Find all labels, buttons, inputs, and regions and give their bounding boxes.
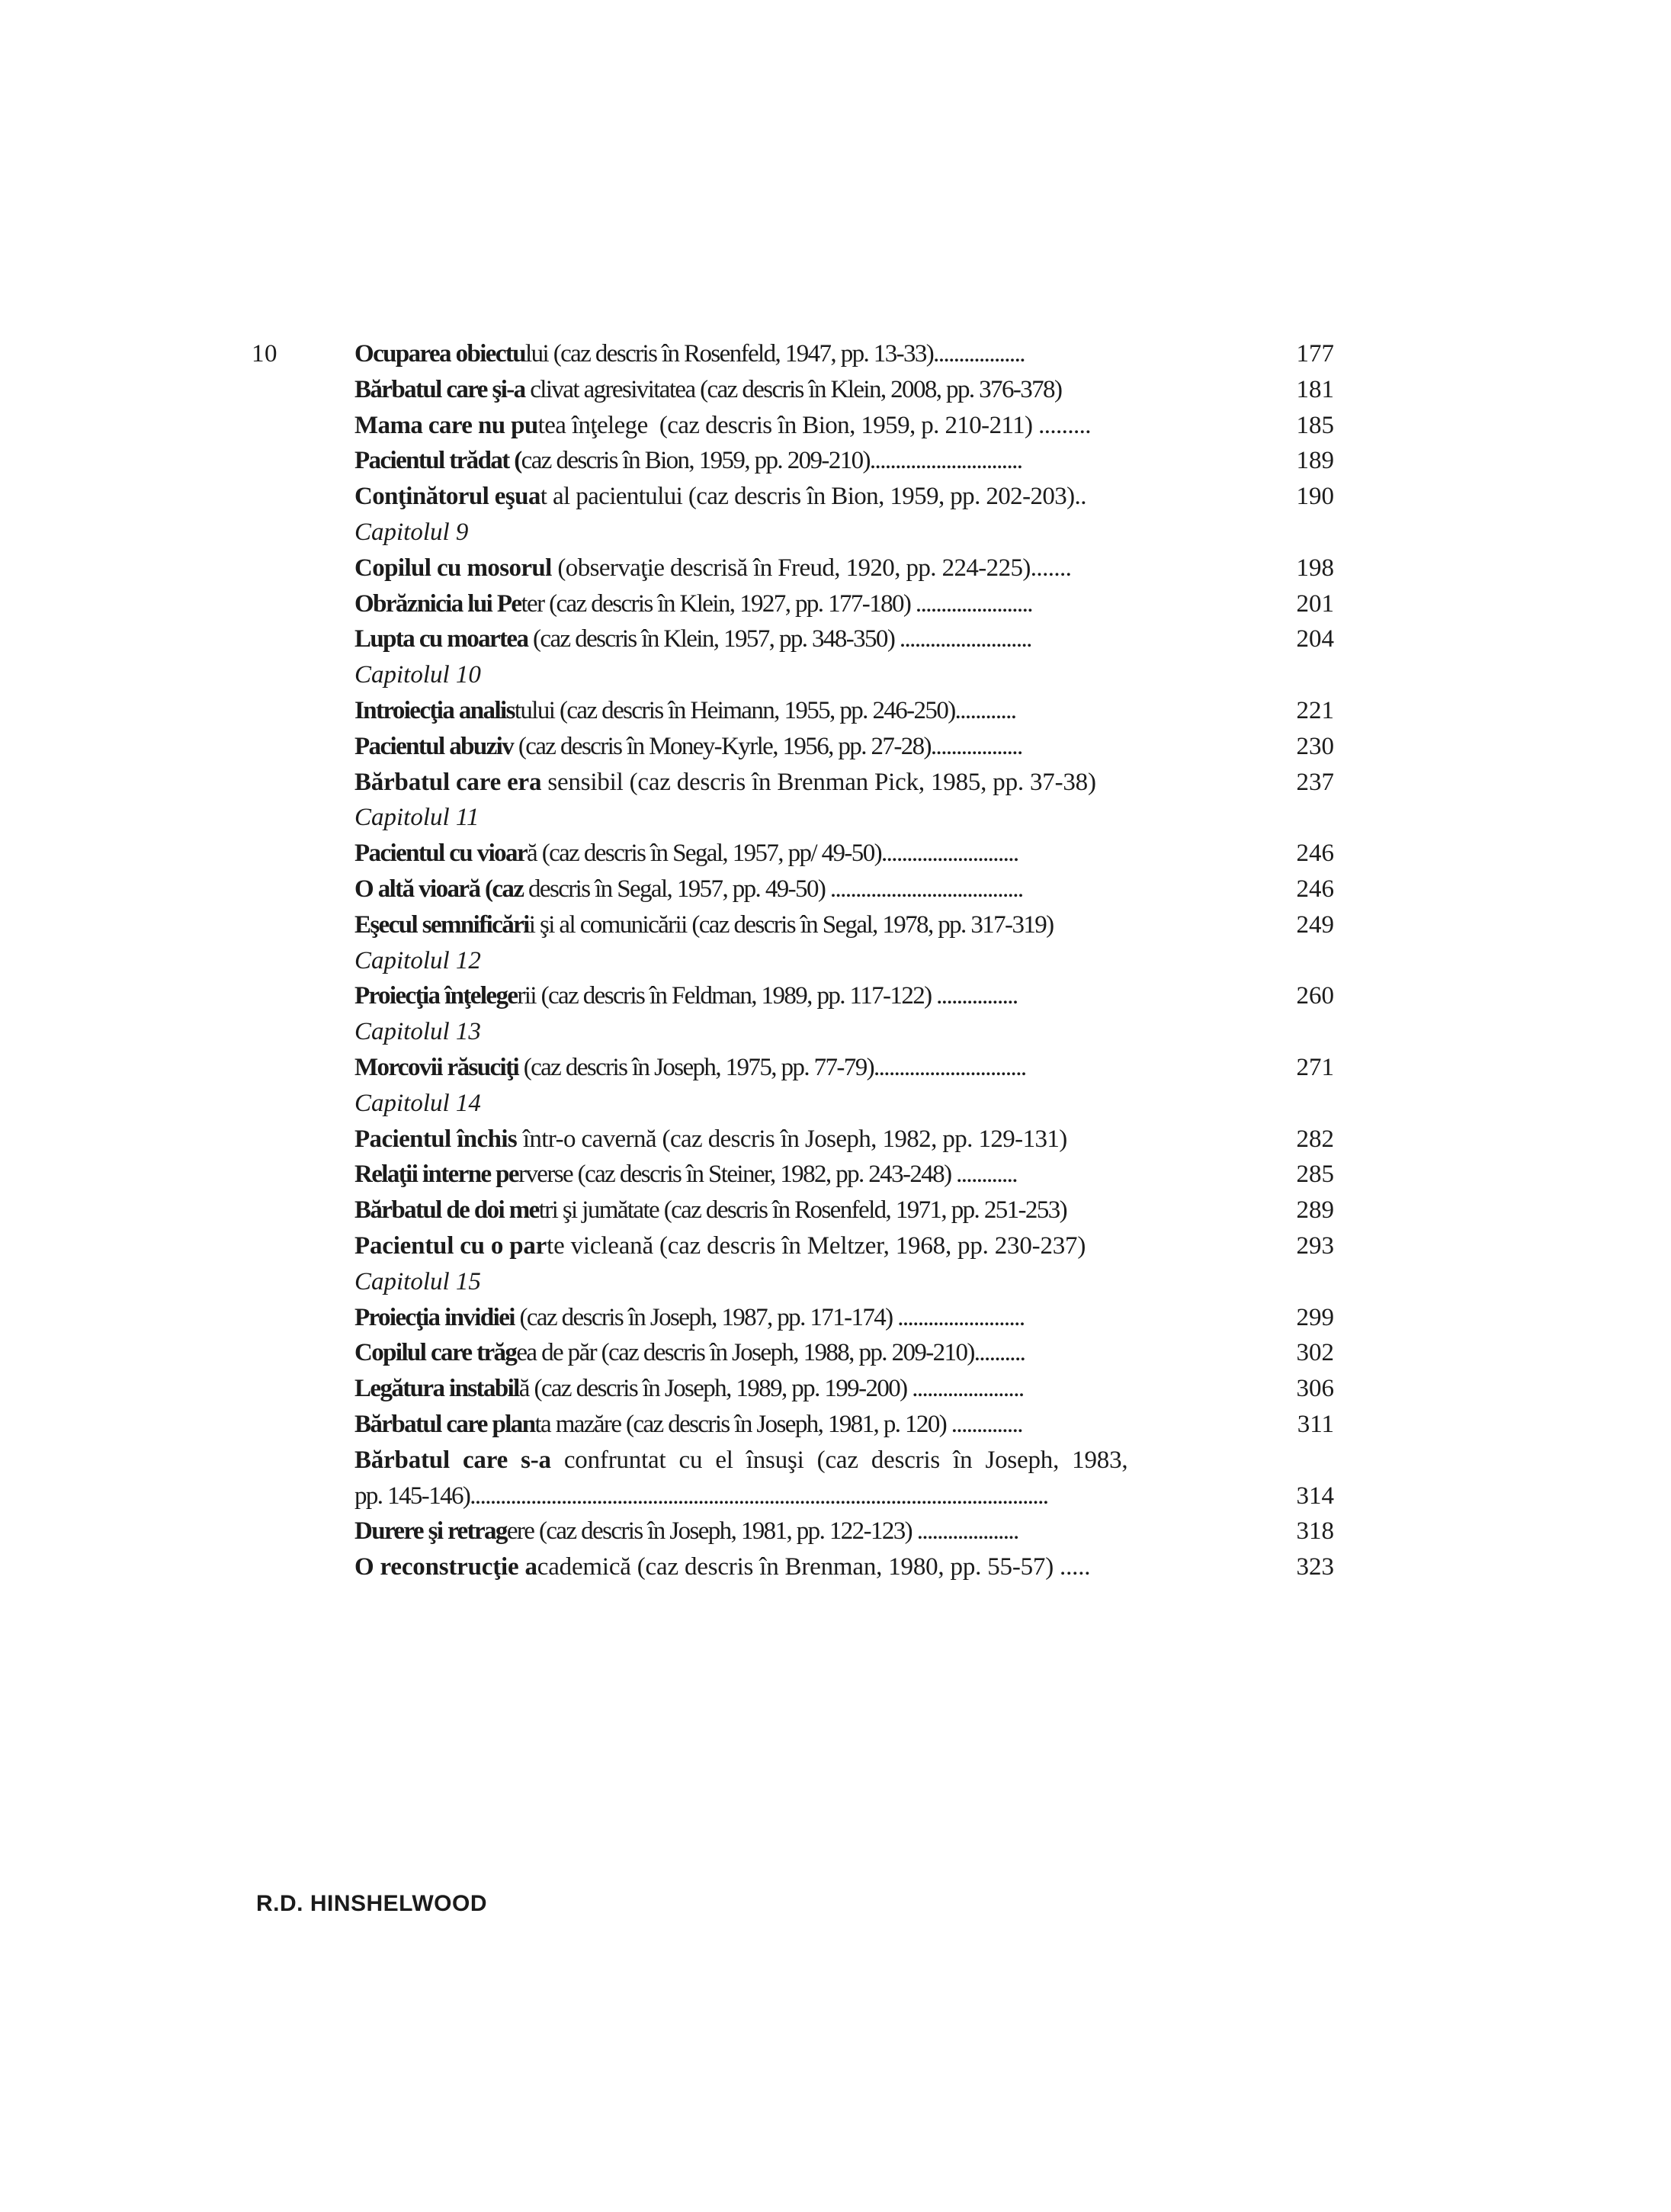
toc-entry bbox=[354, 1514, 1334, 1549]
entry-page-number: 302 bbox=[1296, 1339, 1334, 1367]
entry-title-lead: Mama care nu pu bbox=[354, 411, 538, 439]
toc-entry bbox=[354, 372, 1334, 408]
entry-text bbox=[354, 978, 1265, 1014]
chapter-label: Capitolul 9 bbox=[354, 518, 469, 546]
entry-title-rest: descris în Segal, 1957, pp. 49-50) ...................................... bbox=[528, 875, 1023, 903]
entry-title-rest: (caz descris în Klein, 1957, pp. 348-350) .......................... bbox=[528, 625, 1031, 653]
entry-page-number: 246 bbox=[1296, 875, 1334, 903]
entry-page-number: 204 bbox=[1296, 625, 1334, 653]
toc-entry bbox=[354, 1300, 1334, 1336]
entry-title-rest: tea înţelege (caz descris în Bion, 1959, p. 210-211) ......... bbox=[537, 411, 1091, 439]
entry-title-rest: într-o cavernă (caz descris în Joseph, 1982, pp. 129-131) bbox=[522, 1125, 1067, 1153]
entry-text bbox=[354, 372, 1265, 408]
entry-title-lead: Pacientul cu vioar bbox=[354, 840, 527, 868]
entry-page-number: 237 bbox=[1296, 768, 1334, 796]
entry-text bbox=[354, 443, 1265, 479]
toc-chapter-heading bbox=[354, 1014, 1334, 1050]
entry-text bbox=[354, 336, 1265, 372]
entry-text bbox=[354, 586, 1265, 622]
entry-page-number: 189 bbox=[1296, 447, 1334, 475]
toc-chapter-heading bbox=[354, 1086, 1334, 1122]
entry-title-lead: Bărbatul care plan bbox=[354, 1410, 535, 1438]
entry-title-lead: Proiecţia invidiei bbox=[354, 1303, 520, 1331]
entry-page-number: 246 bbox=[1296, 840, 1334, 868]
toc-entry bbox=[354, 1193, 1334, 1228]
entry-title-lead: O reconstrucţie a bbox=[354, 1553, 537, 1581]
entry-page-number: 314 bbox=[1296, 1482, 1334, 1510]
chapter-label: Capitolul 11 bbox=[354, 804, 479, 832]
entry-title-lead: Conţinătorul eşua bbox=[354, 483, 540, 511]
entry-title-lead: Durere şi retrag bbox=[354, 1517, 507, 1546]
entry-title-rest: (observaţie descrisă în Freud, 1920, pp. 224-225)....... bbox=[551, 554, 1072, 582]
entry-text bbox=[354, 765, 1265, 801]
entry-text bbox=[354, 1371, 1265, 1407]
toc-entry bbox=[354, 1122, 1334, 1157]
entry-title-lead: Legătura instabil bbox=[354, 1375, 519, 1403]
entry-text bbox=[354, 836, 1265, 872]
entry-page-number: 289 bbox=[1296, 1196, 1334, 1225]
entry-title-rest: clivat agresivitatea (caz descris în Klein, 2008, pp. 376-378) bbox=[530, 375, 1062, 403]
toc-entry bbox=[354, 1050, 1334, 1086]
toc-chapter-heading bbox=[354, 657, 1334, 693]
entry-text bbox=[354, 551, 1265, 586]
entry-page-number: 221 bbox=[1296, 696, 1334, 724]
toc-entry bbox=[354, 479, 1334, 515]
entry-text bbox=[354, 1193, 1265, 1228]
entry-title-rest: caz descris în Bion, 1959, pp. 209-210).............................. bbox=[521, 447, 1022, 475]
page-folio-number: 10 bbox=[252, 340, 277, 368]
toc-list bbox=[354, 336, 1334, 1585]
entry-title-lead: Lupta cu moartea bbox=[354, 625, 528, 653]
entry-title-lead: Bărbatul care s-a bbox=[354, 1446, 564, 1474]
entry-title-rest: te vicleană (caz descris în Meltzer, 1968, pp. 230-237) bbox=[547, 1231, 1086, 1260]
entry-title-rest: tului (caz descris în Heimann, 1955, pp. 246-250)............ bbox=[514, 696, 1016, 724]
toc-entry bbox=[354, 729, 1334, 765]
toc-entry bbox=[354, 907, 1334, 943]
entry-title-lead: Relaţii interne pe bbox=[354, 1161, 518, 1189]
entry-page-number: 285 bbox=[1296, 1161, 1334, 1189]
entry-title-lead: Copilul care trăg bbox=[354, 1339, 517, 1367]
toc-entry bbox=[354, 1549, 1334, 1585]
entry-title-lead: Morcovii răsuciţi bbox=[354, 1053, 524, 1081]
toc-entry bbox=[354, 621, 1334, 657]
entry-title-rest: confruntat cu el însuşi (caz descris în Joseph, 1983, bbox=[563, 1446, 1128, 1474]
toc-entry bbox=[354, 1371, 1334, 1407]
entry-title-rest: pp. 145-146).................................................................................................................. bbox=[354, 1482, 1048, 1510]
entry-title-lead: Proiecţia înţelege bbox=[354, 982, 518, 1010]
entry-text bbox=[354, 1443, 1265, 1478]
entry-page-number: 198 bbox=[1296, 554, 1334, 582]
toc-entry bbox=[354, 978, 1334, 1014]
entry-title-rest: (caz descris în Money-Kyrle, 1956, pp. 27-28).................. bbox=[518, 732, 1022, 760]
entry-title-lead: Bărbatul de doi me bbox=[354, 1196, 539, 1225]
entry-title-rest: rii (caz descris în Feldman, 1989, pp. 117-122) ................ bbox=[517, 982, 1018, 1010]
entry-title-lead: Copilul cu mosorul bbox=[354, 554, 552, 582]
toc-entry bbox=[354, 586, 1334, 622]
toc-entry bbox=[354, 1157, 1334, 1193]
entry-title-rest: ă (caz descris în Joseph, 1989, pp. 199-200) ...................... bbox=[518, 1375, 1024, 1403]
entry-text bbox=[354, 1335, 1265, 1371]
toc-entry bbox=[354, 336, 1334, 372]
chapter-label: Capitolul 13 bbox=[354, 1018, 481, 1046]
entry-title-rest: ă (caz descris în Segal, 1957, pp/ 49-50)........................... bbox=[527, 840, 1018, 868]
toc-entry bbox=[354, 1228, 1334, 1264]
chapter-label: Capitolul 12 bbox=[354, 946, 481, 974]
entry-title-lead: Introiecţia analis bbox=[354, 696, 515, 724]
entry-page-number: 181 bbox=[1296, 375, 1334, 403]
entry-text bbox=[354, 621, 1265, 657]
toc-chapter-heading bbox=[354, 800, 1334, 836]
entry-page-number: 177 bbox=[1296, 340, 1334, 368]
entry-text bbox=[354, 872, 1265, 907]
toc-chapter-heading bbox=[354, 943, 1334, 979]
chapter-label: Capitolul 15 bbox=[354, 1267, 481, 1295]
entry-title-lead: Eşecul semnificări bbox=[354, 910, 529, 939]
entry-title-lead: Ocuparea obiectu bbox=[354, 340, 526, 368]
entry-title-rest: i şi al comunicării (caz descris în Segal, 1978, pp. 317-319) bbox=[528, 910, 1054, 939]
entry-title-lead: Pacientul cu o par bbox=[354, 1231, 547, 1260]
entry-title-rest: t al pacientului (caz descris în Bion, 1959, pp. 202-203).. bbox=[540, 483, 1086, 511]
entry-page-number: 271 bbox=[1296, 1053, 1334, 1081]
toc-chapter-heading bbox=[354, 1264, 1334, 1300]
entry-title-lead: O altă vioară (caz bbox=[354, 875, 529, 903]
toc-entry bbox=[354, 408, 1334, 444]
entry-page-number: 190 bbox=[1296, 483, 1334, 511]
entry-title-rest: (caz descris în Joseph, 1975, pp. 77-79).............................. bbox=[523, 1053, 1026, 1081]
entry-page-number: 293 bbox=[1296, 1231, 1334, 1260]
entry-title-lead: Bărbatul care şi-a bbox=[354, 375, 531, 403]
entry-title-lead: Pacientul abuziv bbox=[354, 732, 518, 760]
entry-title-rest: ter (caz descris în Klein, 1927, pp. 177-180) ....................... bbox=[521, 589, 1032, 618]
entry-title-rest: cademică (caz descris în Brenman, 1980, pp. 55-57) ..... bbox=[537, 1553, 1091, 1581]
entry-title-rest: lui (caz descris în Rosenfeld, 1947, pp. 13-33).................. bbox=[525, 340, 1025, 368]
toc-entry bbox=[354, 1335, 1334, 1371]
entry-page-number: 282 bbox=[1296, 1125, 1334, 1153]
entry-title-rest: tri şi jumătate (caz descris în Rosenfeld, 1971, pp. 251-253) bbox=[538, 1196, 1067, 1225]
chapter-label: Capitolul 14 bbox=[354, 1089, 481, 1117]
entry-text bbox=[354, 408, 1265, 444]
entry-text bbox=[354, 1407, 1265, 1443]
entry-title-rest: ea de păr (caz descris în Joseph, 1988, pp. 209-210).......... bbox=[516, 1339, 1025, 1367]
entry-title-rest: rverse (caz descris în Steiner, 1982, pp. 243-248) ............ bbox=[518, 1161, 1017, 1189]
entry-text bbox=[354, 1549, 1265, 1585]
entry-text bbox=[354, 1122, 1265, 1157]
entry-page-number: 311 bbox=[1297, 1410, 1334, 1438]
entry-text bbox=[354, 907, 1265, 943]
toc-entry bbox=[354, 693, 1334, 729]
entry-text bbox=[354, 1514, 1265, 1549]
chapter-label: Capitolul 10 bbox=[354, 661, 481, 689]
entry-page-number: 201 bbox=[1296, 589, 1334, 618]
toc-entry bbox=[354, 1443, 1334, 1478]
entry-text bbox=[354, 1050, 1265, 1086]
entry-page-number: 306 bbox=[1296, 1375, 1334, 1403]
entry-title-rest: (caz descris în Joseph, 1987, pp. 171-174) ......................... bbox=[519, 1303, 1025, 1331]
entry-title-rest: ta mazăre (caz descris în Joseph, 1981, p. 120) .............. bbox=[534, 1410, 1022, 1438]
entry-text bbox=[354, 1157, 1265, 1193]
toc-entry bbox=[354, 1407, 1334, 1443]
entry-text bbox=[354, 729, 1265, 765]
toc-chapter-heading bbox=[354, 515, 1334, 551]
toc-entry bbox=[354, 765, 1334, 801]
toc-entry bbox=[354, 872, 1334, 907]
running-footer-author: R.D. HINSHELWOOD bbox=[256, 1891, 488, 1916]
entry-page-number: 185 bbox=[1296, 411, 1334, 439]
entry-page-number: 260 bbox=[1296, 982, 1334, 1010]
entry-title-lead: Pacientul trădat ( bbox=[354, 447, 521, 475]
toc-entry bbox=[354, 836, 1334, 872]
entry-title-lead: Pacientul închis bbox=[354, 1125, 523, 1153]
entry-text bbox=[354, 1478, 1265, 1514]
entry-text bbox=[354, 1228, 1265, 1264]
toc-entry bbox=[354, 1478, 1334, 1514]
toc-entry bbox=[354, 443, 1334, 479]
entry-page-number: 230 bbox=[1296, 732, 1334, 760]
entry-text bbox=[354, 479, 1265, 515]
entry-page-number: 249 bbox=[1296, 910, 1334, 939]
entry-text bbox=[354, 1300, 1265, 1336]
toc-entry bbox=[354, 551, 1334, 586]
entry-title-rest: ere (caz descris în Joseph, 1981, pp. 122-123) .................... bbox=[506, 1517, 1018, 1546]
entry-page-number: 299 bbox=[1296, 1303, 1334, 1331]
entry-title-rest: sensibil (caz descris în Brenman Pick, 1985, pp. 37-38) bbox=[547, 768, 1096, 796]
entry-text bbox=[354, 693, 1265, 729]
entry-title-lead: Obrăznicia lui Pe bbox=[354, 589, 521, 618]
entry-page-number: 318 bbox=[1296, 1517, 1334, 1546]
entry-page-number: 323 bbox=[1296, 1553, 1334, 1581]
entry-title-lead: Bărbatul care era bbox=[354, 768, 548, 796]
